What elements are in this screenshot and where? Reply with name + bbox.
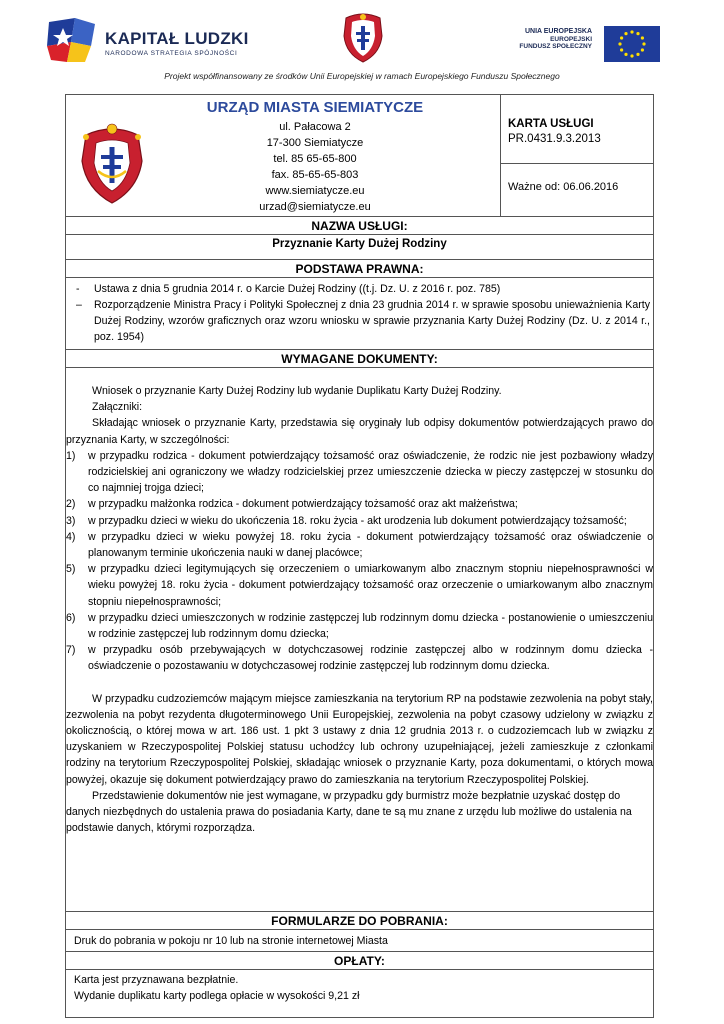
item-text: w przypadku małżonka rodzica - dokument potwierdzający tożsamość oraz akt małżeństwa;: [88, 498, 518, 511]
item-text: w przypadku dzieci w wieku do ukończenia 18. roku życia - akt urodzenia lub dokument potwierdzający tożsamość;: [88, 514, 627, 527]
item-text: w przypadku osób przebywających w dotychczasowej rodzinie zastępczej albo w rodzinnym domu dziecka - oświadczenie o pozostawaniu w dotychczasowej rodzinie zastępczej lub rodzinnym domu dziecka.: [88, 644, 653, 673]
kl-subtitle: NARODOWA STRATEGIA SPÓJNOŚCI: [105, 50, 238, 57]
cofinance-note: Projekt współfinansowany ze środków Unii Europejskiej w ramach Europejskiego Funduszu Społecznego: [164, 71, 560, 81]
office-street: ul. Pałacowa 2: [279, 121, 351, 133]
office-website[interactable]: www.siemiatycze.eu: [265, 185, 365, 197]
documents-heading: WYMAGANE DOKUMENTY:: [281, 352, 438, 366]
optional-paragraph: Przedstawienie dokumentów nie jest wymagane, w przypadku gdy burmistrz może bezpłatnie uzyskać dostęp do danych niezbędnych do ustalenia prawa do posiadania Karty, dane te są mu znane z urzędu lub możliwe do ustalenia na podstawie danych, którymi rozporządza.: [66, 789, 632, 835]
card-code: PR.0431.9.3.2013: [508, 133, 601, 145]
legal-heading: PODSTAWA PRAWNA:: [295, 262, 424, 276]
list-item: [66, 496, 653, 512]
item-number: 5): [66, 563, 76, 576]
legal-text: Rozporządzenie Ministra Pracy i Polityki Społecznej z dnia 23 grudnia 2014 r. w sprawie sposobu unieważnienia Karty Dużej Rodziny, wzorów graficznych oraz wzoru wniosku w sprawie przyznania Karty Dużej Rodziny (Dz. U. z 2014 r., poz. 1954): [94, 299, 650, 343]
siemiatycze-crest-small-icon: [340, 12, 386, 64]
documents-body: [66, 383, 653, 836]
valid-from: Ważne od: 06.06.2016: [508, 181, 619, 193]
service-card-table: [65, 94, 654, 1018]
documents-lead: Składając wniosek o przyznanie Karty, przedstawia się oryginały lub odpisy dokumentów potwierdzających prawo do przyznania Karty, w szczególności:: [66, 417, 653, 446]
list-item: [66, 513, 653, 529]
item-number: 4): [66, 530, 76, 543]
eu-flag-icon: [604, 26, 660, 62]
office-name: URZĄD MIASTA SIEMIATYCZE: [206, 99, 424, 116]
office-city: 17-300 Siemiatycze: [266, 137, 364, 149]
list-item: [66, 561, 653, 610]
attachments-label: Załączniki:: [92, 401, 143, 414]
legal-item: [72, 281, 650, 297]
item-number: 2): [66, 498, 76, 511]
legal-bullet: –: [76, 299, 82, 311]
item-text: w przypadku dzieci w wieku powyżej 18. roku życia - dokument potwierdzający tożsamość oraz oświadczenie o planowanym terminie ukończenia nauki w danej placówce;: [88, 530, 653, 560]
list-item: [66, 529, 653, 561]
list-item: [66, 610, 653, 642]
forms-heading: FORMULARZE DO POBRANIA:: [271, 914, 448, 928]
fees-line-2: Wydanie duplikatu karty podlega opłacie w wysokości 9,21 zł: [74, 990, 360, 1002]
eu-logo: [500, 26, 660, 62]
legal-item: [72, 297, 650, 345]
item-number: 6): [66, 611, 76, 624]
forms-text: Druk do pobrania w pokoju nr 10 lub na stronie internetowej Miasta: [74, 935, 388, 947]
eu-line-3: FUNDUSZ SPOŁECZNY: [519, 43, 592, 50]
item-number: 7): [66, 644, 76, 657]
documents-intro: Wniosek o przyznanie Karty Dużej Rodziny lub wydanie Duplikatu Karty Dużej Rodziny.: [92, 385, 502, 397]
legal-text: Ustawa z dnia 5 grudnia 2014 r. o Karcie Dużej Rodziny ((t.j. Dz. U. z 2016 r. poz. 785): [94, 283, 501, 295]
office-email[interactable]: urzad@siemiatycze.eu: [259, 201, 371, 213]
eu-line-2: EUROPEJSKI: [550, 35, 592, 43]
eu-text-block: [519, 28, 592, 51]
kapital-ludzki-emblem-icon: [45, 16, 97, 64]
office-phone: tel. 85 65-65-800: [273, 153, 357, 165]
legal-bullet: -: [76, 283, 80, 295]
fees-heading: OPŁATY:: [334, 954, 385, 968]
item-text: w przypadku rodzica - dokument potwierdzający tożsamość oraz oświadczenie, że rodzic nie jest pozbawiony władzy rodzicielskiej ani ograniczony we władzy rodzicielskiej przez umieszczenie dziecka w pieczy zastępczej w stosunku do co najmniej trojga dzieci;: [88, 449, 653, 495]
kl-title: KAPITAŁ LUDZKI: [105, 29, 249, 48]
card-info: [508, 117, 601, 147]
office-fax: fax. 85-65-65-803: [271, 169, 359, 181]
item-number: 3): [66, 514, 76, 527]
list-item: [66, 448, 653, 497]
item-text: w przypadku dzieci umieszczonych w rodzinie zastępczej lub rodzinnym domu dziecka - postanowienie o umieszczeniu w rodzinie zastępczej lub rodzinnym domu dziecka;: [88, 611, 653, 641]
list-item: [66, 642, 653, 674]
service-name: Przyznanie Karty Dużej Rodziny: [272, 238, 447, 250]
item-text: w przypadku dzieci legitymujących się orzeczeniem o umiarkowanym albo znacznym stopniu niepełnosprawności w wieku powyżej 18. roku życia - dokument potwierdzający tożsamość oraz orzeczenie o umiarkowanym albo znacznym stopniu niepełnosprawności;: [88, 563, 653, 608]
foreigners-paragraph: W przypadku cudzoziemców mającym miejsce zamieszkania na terytorium RP na podstawie zezwolenia na pobyt stały, zezwolenia na pobyt rezydenta długoterminowego Unii Europejskiej, zezwolenia na pobyt czasowy udzielony w związku z okolicznością, o której mowa w art. 186 ust. 1 pkt 3 ustawy z dnia 12 grudnia 2013 r. o cudzoziemcach lub w związku z uzyskaniem w Rzeczypospolitej Polskiej statusu uchodźcy lub ochrony uzupełniającej, jeżeli zamieszkuje z członkami rodziny na terytorium Rzeczypospolitej Polskiej, składając wniosek o przyznanie Karty, poza dokumentami, o których mowa powyżej, okazuje się dokument potwierdzający prawo do zamieszkania na terytorium Rzeczypospolitej Polskiej.: [66, 692, 653, 786]
legal-list: [72, 281, 650, 345]
eu-line-1: UNIA EUROPEJSKA: [524, 28, 592, 35]
header-logos: [0, 0, 724, 70]
item-number: 1): [66, 449, 76, 462]
kapital-ludzki-logo: [45, 16, 275, 66]
fees-line-1: Karta jest przyznawana bezpłatnie.: [74, 974, 239, 986]
service-heading: NAZWA USŁUGI:: [311, 219, 408, 233]
card-label: KARTA USŁUGI: [508, 118, 594, 130]
